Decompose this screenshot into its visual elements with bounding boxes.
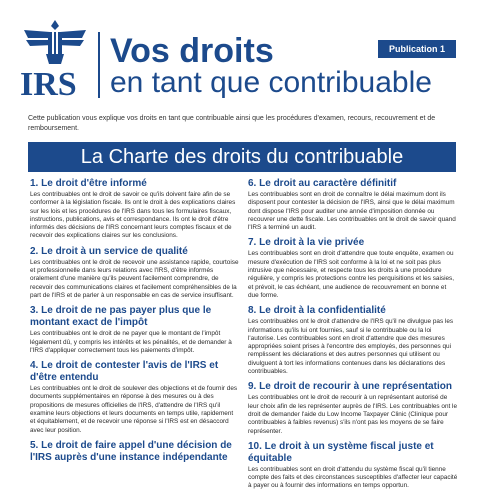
right-body: Les contribuables sont en droit d'attendre que toute enquête, examen ou mesure d'exécution de l'IRS soit conforme à la loi et ne soit pas plus intrusive que nécessaire, et respecte tous les droits à une procédure régulière, y compris les protections contre les perquisitions et les saisies, et prévoit, le cas échéant, une audience de recouvrement en bonne et due forme. [248,250,455,299]
right-body: Les contribuables ont le droit de soulever des objections et de fournir des documents supplémentaires en réponse à des mesures ou à des propositions de mesures officielles de l'IRS, d'attendre de l'IRS qu'il examine leurs objections et leurs documents en temps utile, rapidement et équitablement, et de recevoir une réponse si l'IRS est en désaccord avec leur position. [30,385,238,434]
right-title: 4. Le droit de contester l'avis de l'IRS et d'être entendu [30,360,219,384]
header-divider [98,32,100,98]
irs-wordmark: IRS [20,66,77,103]
right-title: 8. Le droit à la confidentialité [248,305,386,317]
right-2 [30,246,240,300]
right-9 [248,381,458,435]
right-body: Les contribuables ont le droit de savoir ce qu'ils doivent faire afin de se conformer à la législation fiscale. Ils ont le droit à des explications claires sur les lois et les procédures de l'IRS dans tous les formulaires fiscaux, instructions, publications, avis et correspondance. Ils ont le droit d'être informés des décisions de l'IRS concernant leurs comptes fiscaux et de recevoir des explications claires sur les conclusions. [30,191,236,240]
right-title: 1. Le droit d'être informé [30,178,147,189]
right-3 [30,305,240,355]
right-body: Les contribuables ont le droit de ne payer que le montant de l'impôt légalement dû, y compris les intérêts et les pénalités, et de demander à l'IRS d'appliquer correctement tous les paiements d'impôt. [30,330,232,354]
right-body: Les contribuables sont en droit de connaître le délai maximum dont ils disposent pour contester la décision de l'IRS, ainsi que le délai maximum dont dispose l'IRS pour auditer une année d'imposition donnée ou recouvrer une dette fiscale. Les contribuables ont le droit de savoir quand l'IRS a terminé un audit. [248,191,456,232]
header [0,0,480,108]
left-column [30,178,240,465]
page-title: Vos droits [110,32,274,70]
right-title: 10. Le droit à un système fiscal juste et équitable [248,440,434,464]
page-subtitle: en tant que contribuable [110,66,432,99]
right-title: 7. Le droit à la vie privée [248,237,365,249]
right-body: Les contribuables ont le droit d'attendre de l'IRS qu'il ne divulgue pas les informations qu'ils lui ont fournies, sauf si le contribuable ou la loi l'autorise. Les contribuables sont en droit d'attendre que des mesures appropriées soient prises à l'encontre des employés, des personnes qui remplissent les déclarations et des autres personnes qui utilisent ou divulguent à tort les informations contenues dans les déclarations des contribuables. [248,318,454,376]
right-10 [248,441,458,491]
right-title: 3. Le droit de ne pas payer plus que le montant exact de l'impôt [30,305,212,329]
right-title: 6. Le droit au caractère définitif [248,178,397,189]
right-1 [30,178,240,241]
irs-logo [20,16,90,103]
publication-badge: Publication 1 [378,40,456,58]
eagle-icon [20,16,90,68]
right-title: 9. Le droit de recourir à une représentation [248,381,452,393]
right-4 [30,360,240,435]
right-title: 2. Le droit à un service de qualité [30,245,188,257]
right-7 [248,237,458,300]
right-6 [248,178,458,232]
right-body: Les contribuables sont en droit d'attendu du système fiscal qu'il tienne compte des faits et des circonstances susceptibles d'affecter leur capacité à payer ou à fournir des informations en temps opportun. [248,465,458,490]
right-5 [30,440,240,464]
right-8 [248,305,458,376]
intro-text: Cette publication vous explique vos droits en tant que contribuable ainsi que les procédures d'examen, recours, recouvrement et de remboursement. [28,115,436,132]
right-body: Les contribuables ont le droit de recourir à un représentant autorisé de leur choix afin de les représenter auprès de l'IRS. Les contribuables ont le droit de demander l'aide du Low Income Taxpayer Clinic (Clinique pour contribuables à faibles revenus) s'ils n'ont pas les moyens de se faire représenter. [248,394,458,435]
right-title: 5. Le droit de faire appel d'une décision de l'IRS auprès d'une instance indépendante [30,439,232,463]
section-banner: La Charte des droits du contribuable [28,142,456,172]
right-body: Les contribuables ont le droit de recevoir une assistance rapide, courtoise et professionnelle dans leurs relations avec l'IRS, d'être informés oralement d'une manière qu'ils peuvent facilement comprendre, de recevoir des communications claires et facilement compréhensibles de la part de l'IRS et de parler à un responsable en cas de service insuffisant. [30,258,239,299]
right-column [248,178,458,496]
